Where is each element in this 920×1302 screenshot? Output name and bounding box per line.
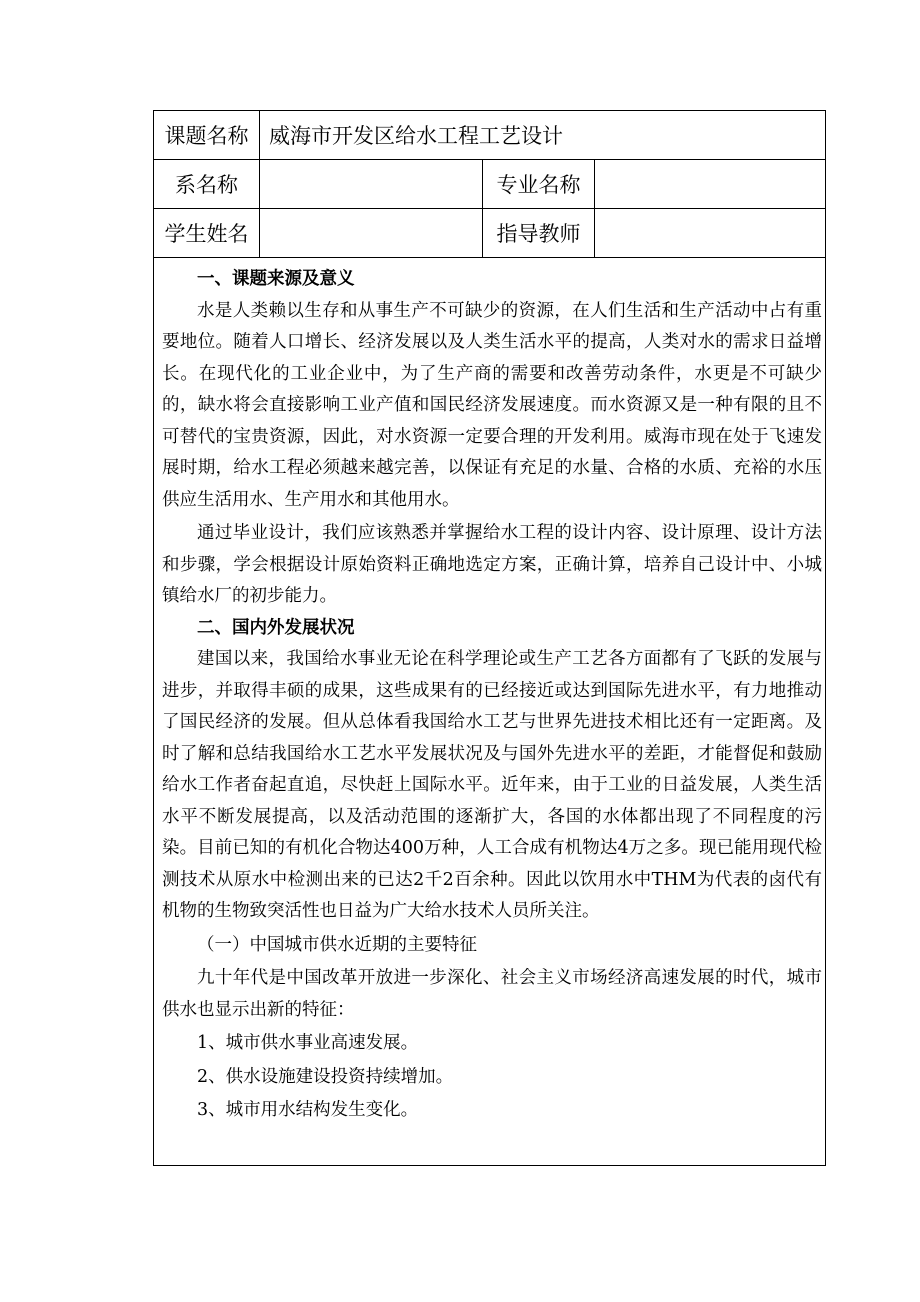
list-item-3: 3、城市用水结构发生变化。 bbox=[197, 1100, 419, 1120]
topic-value: 威海市开发区给水工程工艺设计 bbox=[269, 124, 563, 148]
list-item-2: 2、供水设施建设投资持续增加。 bbox=[197, 1066, 454, 1087]
form-table bbox=[153, 110, 826, 1166]
section-heading-2: 二、国内外发展状况 bbox=[197, 617, 355, 638]
content-body bbox=[162, 264, 822, 1127]
topic-label: 课题名称 bbox=[154, 111, 260, 159]
major-label: 专业名称 bbox=[483, 160, 595, 208]
subheading-1: （一）中国城市供水近期的主要特征 bbox=[197, 934, 477, 955]
paragraph-4: 九十年代是中国改革开放进一步深化、社会主义市场经济高速发展的时代，城市供水也显示出新的特征： bbox=[162, 968, 822, 1020]
topic-row bbox=[154, 111, 825, 160]
student-label: 学生姓名 bbox=[154, 209, 260, 257]
student-value bbox=[260, 209, 483, 257]
advisor-label: 指导教师 bbox=[483, 209, 595, 257]
paragraph-1: 水是人类赖以生存和从事生产不可缺少的资源，在人们生活和生产活动中占有重要地位。随着人口增长、经济发展以及人类生活水平的提高，人类对水的需求日益增长。在现代化的工业企业中，为了生产商的需要和改善劳动条件，水更是不可缺少的，缺水将会直接影响工业产值和国民经济发展速度。而水资源又是一种有限的且不可替代的宝贵资源，因此，对水资源一定要合理的开发利用。威海市现在处于飞速发展时期，给水工程必须越来越完善，以保证有充足的水量、合格的水质、充裕的水压供应生活用水、生产用水和其他用水。 bbox=[162, 300, 822, 510]
advisor-value bbox=[595, 209, 825, 257]
dept-value bbox=[260, 160, 483, 208]
dept-label: 系名称 bbox=[154, 160, 260, 208]
list-item-1: 1、城市供水事业高速发展。 bbox=[197, 1033, 419, 1053]
dept-row bbox=[154, 160, 825, 209]
major-value bbox=[595, 160, 825, 208]
paragraph-3: 建国以来，我国给水事业无论在科学理论或生产工艺各方面都有了飞跃的发展与进步，并取得丰硕的成果，这些成果有的已经接近或达到国际先进水平，有力地推动了国民经济的发展。但从总体看我国给水工艺与世界先进技术相比还有一定距离。及时了解和总结我国给水工艺水平发展状况及与国外先进水平的差距，才能督促和鼓励给水工作者奋起直追，尽快赶上国际水平。近年来，由于工业的日益发展，人类生活水平不断发展提高，以及活动范围的逐渐扩大，各国的水体都出现了不同程度的污染。目前已知的有机化合物达400万种，人工合成有机物达4万之多。现已能用现代检测技术从原水中检测出来的已达2千2百余种。因此以饮用水中THM为代表的卤代有机物的生物致突活性也日益为广大给水技术人员所关注。 bbox=[162, 649, 822, 921]
student-row bbox=[154, 209, 825, 258]
section-heading-1: 一、课题来源及意义 bbox=[197, 269, 355, 289]
paragraph-2: 通过毕业设计，我们应该熟悉并掌握给水工程的设计内容、设计原理、设计方法和步骤，学会根据设计原始资料正确地选定方案，正确计算，培养自己设计中、小城镇给水厂的初步能力。 bbox=[162, 523, 822, 606]
